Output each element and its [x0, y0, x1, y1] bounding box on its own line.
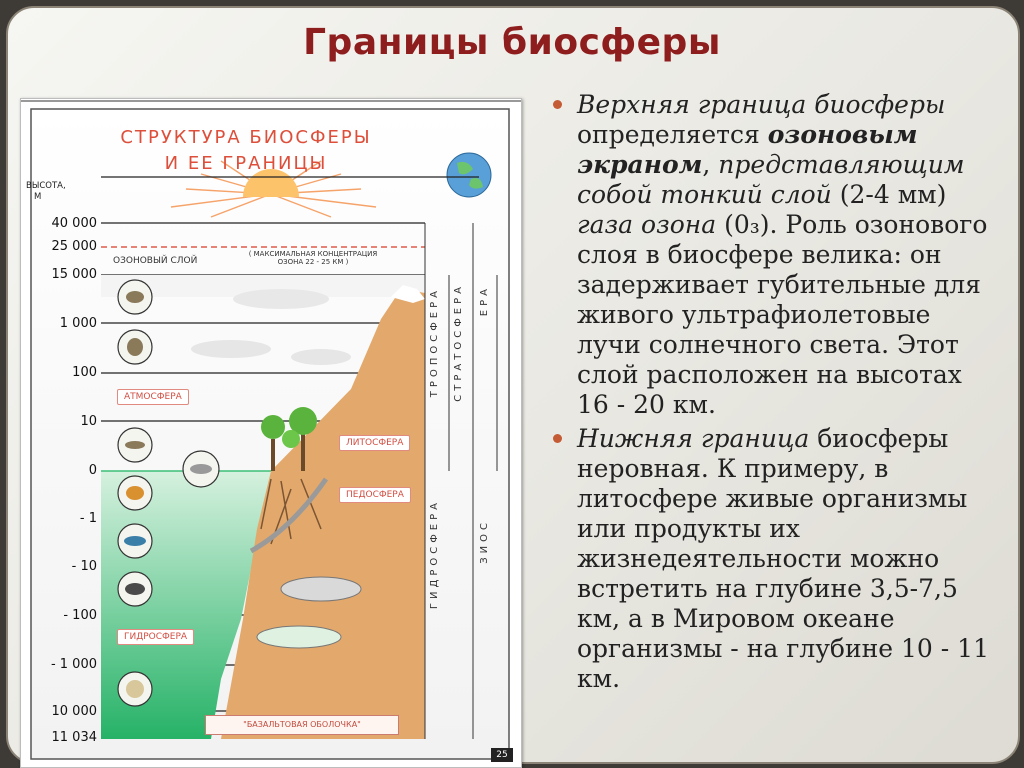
slide-title: Границы биосферы	[303, 22, 721, 63]
tick-label: - 1	[79, 511, 97, 526]
tick-label: - 10	[71, 559, 97, 574]
hydrosphere-vertical-label: ГИДРОСФЕРА	[429, 499, 440, 610]
bullet-icon	[553, 100, 562, 109]
tick-label: 11 034	[51, 730, 97, 745]
biosphere-vertical-top: ЕРА	[479, 285, 490, 317]
tick-label: 25 000	[51, 239, 97, 254]
bullet-icon	[553, 434, 562, 443]
globe-icon	[447, 153, 491, 197]
slide-body-text	[553, 90, 998, 698]
text-run: ,	[702, 150, 719, 179]
troposphere-vertical-label: ТРОПОСФЕРА	[429, 287, 440, 398]
tick-label: 1 000	[59, 316, 97, 331]
bullet-upper-boundary	[553, 90, 998, 420]
ozone-concentration-label	[243, 250, 383, 266]
tick-label: - 1 000	[50, 657, 97, 672]
altitude-axis-label	[26, 181, 86, 203]
altitude-label: ВЫСОТА,	[26, 181, 66, 191]
basalt-shell-label: "БАЗАЛЬТОВАЯ ОБОЛОЧКА"	[205, 715, 399, 735]
hydrosphere-label: ГИДРОСФЕРА	[117, 629, 194, 645]
page-number: 25	[491, 748, 513, 762]
pedosphere-label: ПЕДОСФЕРА	[339, 487, 411, 503]
stratosphere-vertical-label: СТРАТОСФЕРА	[453, 283, 464, 402]
text-run: биосферы неровная. К примеру, в литосфере живые организмы или продукты их жизнедеятельности можно встретить на глубине 3,5-7,5 км, а в Мировом океане организмы - на глубине 10 - 11 км.	[577, 424, 989, 693]
tick-label: 15 000	[51, 267, 97, 282]
text-run: (2-4 мм)	[831, 180, 947, 209]
text-run: (0₃). Роль озонового слоя в биосфере велика: он задерживает губительные для живого ультрафиолетовые лучи солнечного света. Этот слой расположен на высотах 16 - 20 км.	[577, 210, 988, 419]
poster-title-line1: СТРУКТУРА БИОСФЕРЫ	[120, 127, 372, 148]
biosphere-vertical-bottom: ЗИОС	[479, 519, 490, 564]
bullet-lower-boundary	[553, 424, 998, 694]
concentration-line2: ОЗОНА 22 - 25 КМ )	[277, 258, 349, 266]
tick-label: 0	[88, 463, 97, 478]
text-run: определяется	[577, 120, 768, 149]
ozone-gas-term: газа озона	[577, 210, 717, 239]
biosphere-poster	[20, 98, 522, 768]
ozone-screen-term: озоновым экраном	[577, 120, 918, 179]
tick-label: 10	[80, 414, 97, 429]
poster-title-line2: И ЕЕ ГРАНИЦЫ	[164, 153, 328, 174]
poster-title	[111, 125, 381, 177]
concentration-line1: ( МАКСИМАЛЬНАЯ КОНЦЕНТРАЦИЯ	[248, 250, 378, 258]
upper-boundary-term: Верхняя граница биосферы	[577, 90, 946, 119]
tick-label: - 100	[63, 608, 97, 623]
text-run: представляющим собой тонкий слой	[577, 150, 965, 209]
tick-label: 100	[72, 365, 97, 380]
tick-label: 40 000	[51, 216, 97, 231]
ozone-layer-label: ОЗОНОВЫЙ СЛОЙ	[113, 256, 198, 266]
atmosphere-label: АТМОСФЕРА	[117, 389, 189, 405]
lithosphere-label: ЛИТОСФЕРА	[339, 435, 410, 451]
lower-boundary-term: Нижняя граница	[577, 424, 810, 453]
tick-label: 10 000	[51, 704, 97, 719]
altitude-unit: М	[34, 192, 42, 202]
